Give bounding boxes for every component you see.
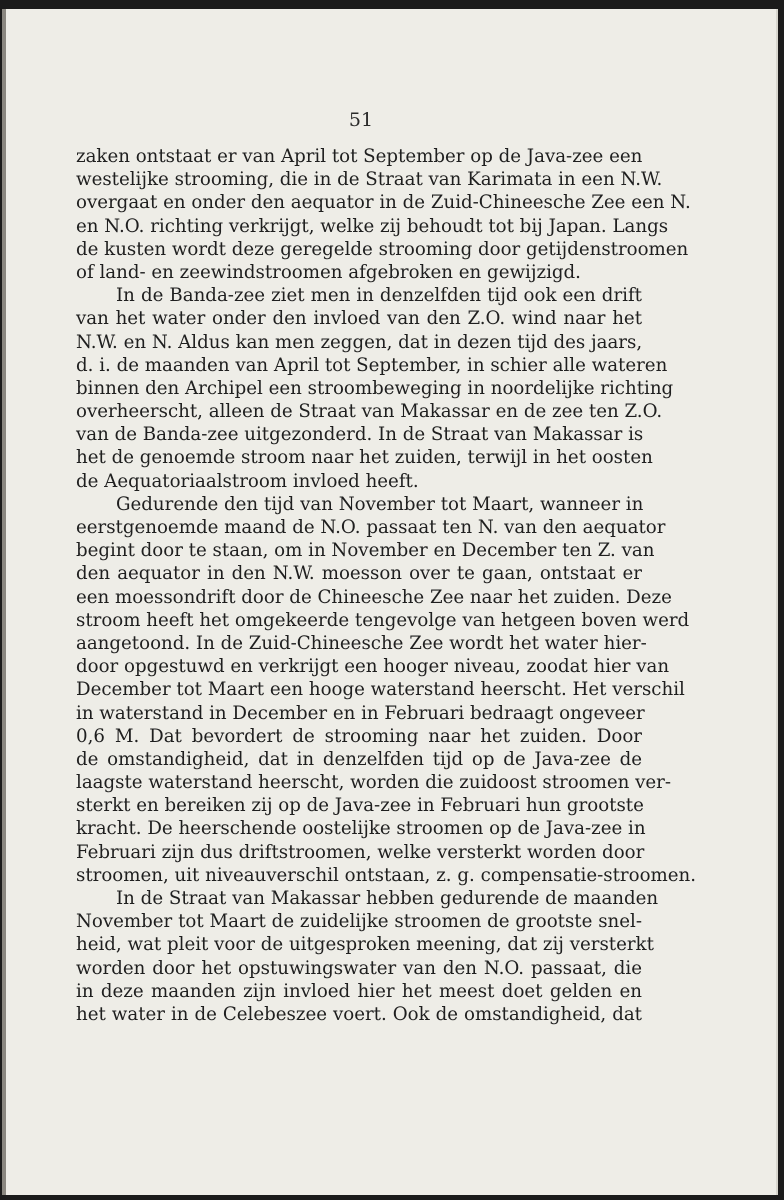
text-line: stroomen, uit niveauverschil ontstaan, z. g. compensatie-stroomen. [76, 864, 697, 886]
text-line: de kusten wordt deze geregelde strooming door getijdenstroomen [76, 238, 689, 260]
text-line: in waterstand in December en in Februari bedraagt ongeveer [76, 702, 645, 724]
text-line: worden door het opstuwingswater van den N.O. passaat, die [76, 957, 642, 979]
text-line: de Aequatoriaalstroom invloed heeft. [76, 470, 419, 492]
text-line: de omstandigheid, dat in denzelfden tijd op de Java-zee de [76, 748, 642, 770]
text-line: westelijke strooming, die in de Straat van Karimata in een N.W. [76, 169, 663, 191]
text-line: van de Banda-zee uitgezonderd. In de Straat van Makassar is [76, 424, 644, 446]
text-line: of land- en zeewindstroomen afgebroken en gewijzigd. [76, 261, 581, 283]
paragraph-start-line: In de Banda-zee ziet men in denzelfden tijd ook een drift [116, 285, 642, 307]
text-line: in deze maanden zijn invloed hier het meest doet gelden en [76, 980, 642, 1002]
text-line: 0,6 M. Dat bevordert de strooming naar het zuiden. Door [76, 725, 642, 747]
text-line: zaken ontstaat er van April tot September op de Java-zee een [76, 146, 643, 167]
text-line: binnen den Archipel een stroombeweging in noordelijke richting [76, 377, 674, 399]
book-page [6, 9, 778, 1195]
text-line: laagste waterstand heerscht, worden die zuidoost stroomen ver- [76, 772, 671, 794]
text-line: d. i. de maanden van April tot September, in schier alle wateren [76, 354, 668, 376]
text-line: eerstgenoemde maand de N.O. passaat ten N. van den aequator [76, 517, 666, 538]
text-line: N.W. en N. Aldus kan men zeggen, dat in dezen tijd des jaars, [76, 331, 643, 353]
text-line: begint door te staan, om in November en December ten Z. van [76, 540, 655, 562]
text-line: stroom heeft het omgekeerde tengevolge van hetgeen boven werd [76, 609, 690, 631]
text-line: November tot Maart de zuidelijke stroomen de grootste snel- [76, 911, 642, 933]
text-line: den aequator in den N.W. moesson over te gaan, ontstaat er [76, 563, 642, 585]
body-text [76, 145, 697, 1026]
text-line: aangetoond. In de Zuid-Chineesche Zee wordt het water hier- [76, 632, 647, 654]
page-number: 51 [348, 109, 374, 131]
text-line: en N.O. richting verkrijgt, welke zij behoudt tot bij Japan. Langs [76, 215, 669, 237]
text-line: van het water onder den invloed van den Z.O. wind naar het [76, 308, 642, 330]
paragraph-start-line: In de Straat van Makassar hebben gedurende de maanden [116, 888, 659, 909]
text-line: het de genoemde stroom naar het zuiden, terwijl in het oosten [76, 447, 653, 469]
paragraph-start-line: Gedurende den tijd van November tot Maart, wanneer in [116, 493, 644, 515]
text-line: overheerscht, alleen de Straat van Makassar en de zee ten Z.O. [76, 401, 663, 423]
text-line: een moessondrift door de Chineesche Zee naar het zuiden. Deze [76, 586, 672, 608]
text-line: sterkt en bereiken zij op de Java-zee in Februari hun grootste [76, 795, 644, 817]
text-line: kracht. De heerschende oostelijke stroomen op de Java-zee in [76, 818, 646, 840]
text-line: heid, wat pleit voor de uitgesproken meening, dat zij versterkt [76, 934, 654, 956]
text-line: overgaat en onder den aequator in de Zuid-Chineesche Zee een N. [76, 192, 691, 214]
text-line: December tot Maart een hooge waterstand heerscht. Het verschil [76, 679, 685, 701]
text-line: door opgestuwd en verkrijgt een hooger niveau, zoodat hier van [76, 656, 670, 678]
text-line: Februari zijn dus driftstroomen, welke versterkt worden door [76, 841, 645, 863]
text-line: het water in de Celebeszee voert. Ook de omstandigheid, dat [76, 1003, 642, 1025]
